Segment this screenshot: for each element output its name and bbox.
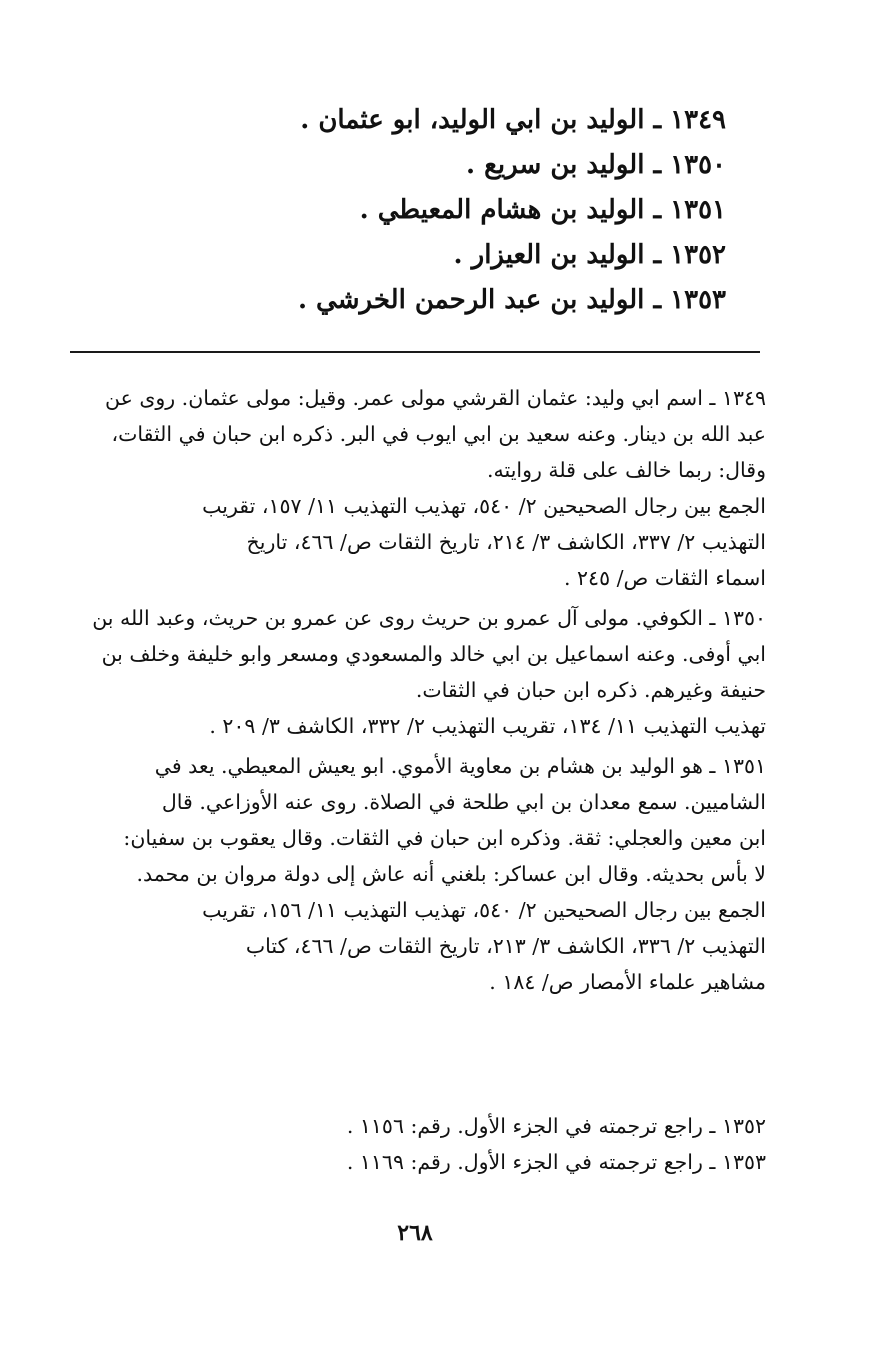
cross-reference-1352: ١٣٥٢ ـ راجع ترجمته في الجزء الأول. رقم: ١١٥٦ . [346,1114,766,1138]
entry-item: ١٣٥٢ ـ الوليد بن العيزار . [453,240,726,270]
footnote-line: ابن معين والعجلي: ثقة. وذكره ابن حبان في الثقات. وقال يعقوب بن سفيان: [123,826,766,850]
page-number: ٢٦٨ [397,1220,433,1246]
cross-references [66,1108,766,1180]
footnote-line: الجمع بين رجال الصحيحين ٢/ ٥٤٠، تهذيب التهذيب ١١/ ١٥٦، تقريب [202,898,766,922]
entry-item: ١٣٥٣ ـ الوليد بن عبد الرحمن الخرشي . [297,285,726,315]
footnote-line: التهذيب ٢/ ٣٣٦، الكاشف ٣/ ٢١٣، تاريخ الثقات ص/ ٤٦٦، كتاب [245,934,766,958]
footnote-line: عبد الله بن دينار. وعنه سعيد بن ابي ايوب في البر. ذكره ابن حبان في الثقات، [111,422,766,446]
entry-item: ١٣٤٩ ـ الوليد بن ابي الوليد، ابو عثمان . [300,105,726,135]
footnote-1349 [66,380,766,596]
cross-reference-1353: ١٣٥٣ ـ راجع ترجمته في الجزء الأول. رقم: ١١٦٩ . [346,1150,766,1174]
footnote-1350 [66,600,766,744]
footnote-divider [70,351,760,353]
footnote-line: الجمع بين رجال الصحيحين ٢/ ٥٤٠، تهذيب التهذيب ١١/ ١٥٧، تقريب [202,494,766,518]
entry-item: ١٣٥١ ـ الوليد بن هشام المعيطي . [359,195,726,225]
footnote-line: وقال: ربما خالف على قلة روايته. [487,458,766,482]
footnote-line: ١٣٥١ ـ هو الوليد بن هشام بن معاوية الأموي. ابو يعيش المعيطي. يعد في [154,754,766,778]
footnote-line: التهذيب ٢/ ٣٣٧، الكاشف ٣/ ٢١٤، تاريخ الثقات ص/ ٤٦٦، تاريخ [246,530,766,554]
footnote-line: ١٣٥٠ ـ الكوفي. مولى آل عمرو بن حريث روى عن عمرو بن حريث، وعبد الله بن [92,606,766,630]
footnote-line: ابي أوفى. وعنه اسماعيل بن ابي خالد والمسعودي ومسعر وابو خليفة وخلف بن [101,642,766,666]
entry-list [126,98,726,323]
footnote-line: لا بأس بحديثه. وقال ابن عساكر: بلغني أنه عاش إلى دولة مروان بن محمد. [136,862,766,886]
footnote-line: حنيفة وغيرهم. ذكره ابن حبان في الثقات. [415,678,766,702]
footnotes [66,380,766,1004]
entry-item: ١٣٥٠ ـ الوليد بن سريع . [465,150,726,180]
footnote-line: مشاهير علماء الأمصار ص/ ١٨٤ . [489,970,766,994]
footnote-line: الشاميين. سمع معدان بن ابي طلحة في الصلاة. روى عنه الأوزاعي. قال [161,790,766,814]
footnote-1351 [66,748,766,1000]
footnote-line: اسماء الثقات ص/ ٢٤٥ . [564,566,766,590]
footnote-line: تهذيب التهذيب ١١/ ١٣٤، تقريب التهذيب ٢/ ٣٣٢، الكاشف ٣/ ٢٠٩ . [209,714,766,738]
footnote-line: ١٣٤٩ ـ اسم ابي وليد: عثمان القرشي مولى عمر. وقيل: مولى عثمان. روى عن [104,386,766,410]
